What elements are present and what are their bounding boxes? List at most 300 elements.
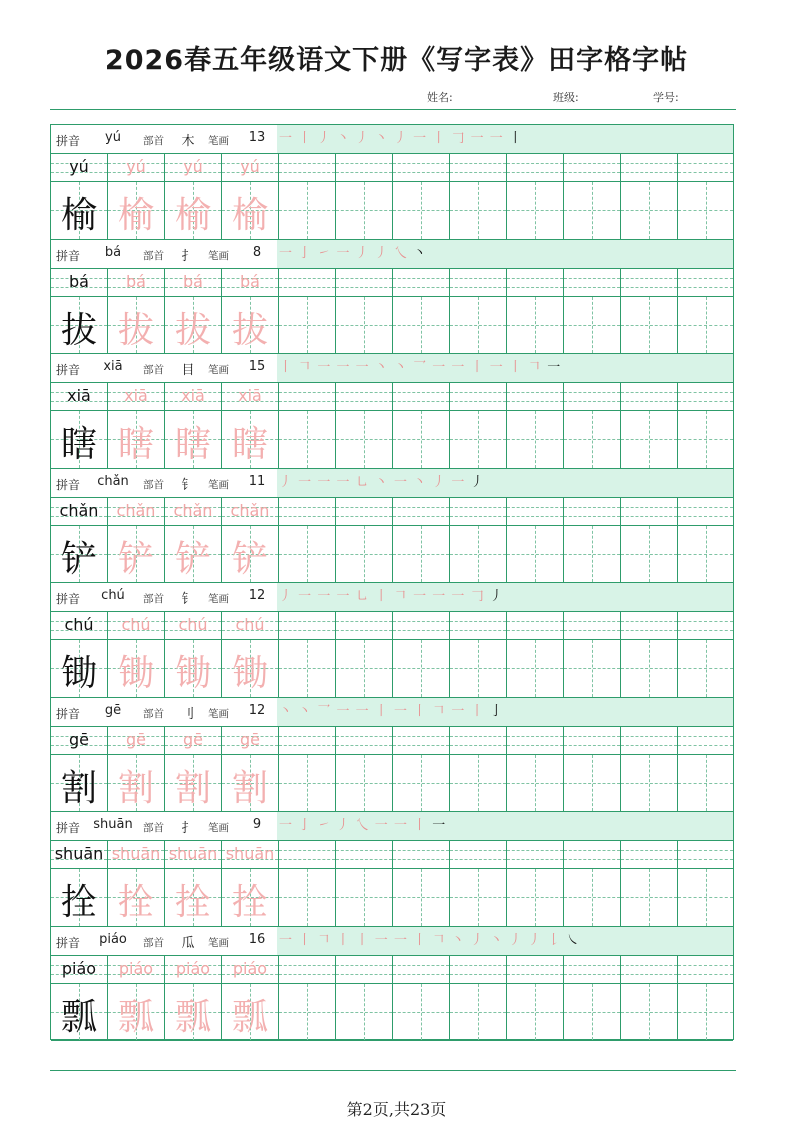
char-entry [51,240,733,355]
char-cell[interactable] [336,755,393,812]
pinyin-cell[interactable] [108,383,165,410]
stroke-step: 一 [470,131,485,146]
char-cell[interactable] [393,182,450,239]
stroke-order [279,700,731,724]
pinyin-cell[interactable] [336,154,393,181]
char-cell[interactable] [336,411,393,468]
char-cell[interactable] [621,640,678,697]
char-cell[interactable] [450,984,507,1041]
pinyin-cell[interactable] [621,956,678,983]
char-cell[interactable] [564,640,621,697]
pinyin-cell[interactable] [678,269,733,296]
char-cell[interactable] [678,411,733,468]
char-cell[interactable] [564,411,621,468]
pinyin-cell[interactable] [108,154,165,181]
stroke-step: 丿 [317,131,332,146]
model-character: 拴 [60,882,97,923]
char-cell[interactable] [564,297,621,354]
pinyin-cell[interactable] [165,727,222,754]
pinyin-practice-row [51,498,733,526]
char-cell[interactable] [564,755,621,812]
model-character: 拔 [60,309,97,351]
radical-label: 部首 [143,249,164,262]
char-cell[interactable] [165,297,222,354]
pinyin-cell[interactable] [279,498,336,525]
stroke-step: 亅 [298,245,313,261]
char-cell[interactable] [621,869,678,926]
radical-label: 部首 [143,135,164,147]
char-cell[interactable] [108,297,165,354]
char-cell[interactable] [279,984,336,1041]
char-cell[interactable] [108,755,165,812]
stroke-step: 一 [355,703,370,719]
pinyin-cell[interactable] [51,154,108,181]
pinyin-cell[interactable] [51,841,108,868]
char-cell[interactable] [108,411,165,468]
info-pinyin: chǎn [97,473,129,489]
char-entry [51,927,733,1042]
trace-character: 瞎 [117,424,154,465]
entry-info-row [51,927,733,956]
model-pinyin: yú [69,157,89,176]
pinyin-cell[interactable] [336,956,393,983]
pinyin-cell[interactable] [108,269,165,296]
trace-pinyin: piáo [175,958,211,978]
trace-pinyin: shuān [111,844,161,863]
stroke-step: 丿 [470,932,485,948]
char-cell[interactable] [51,984,108,1041]
char-cell[interactable] [51,755,108,812]
pinyin-cell[interactable] [678,956,733,983]
pinyin-cell[interactable] [621,154,678,181]
char-practice-row [51,182,733,240]
stroke-step: 一 [317,589,332,604]
pinyin-cell[interactable] [222,727,279,754]
pinyin-cell[interactable] [336,383,393,410]
pinyin-cell[interactable] [678,498,733,525]
pinyin-cell[interactable] [393,269,450,296]
char-entry [51,125,733,240]
pinyin-cell[interactable] [279,956,336,983]
stroke-step: 丶 [279,703,294,719]
pinyin-cell[interactable] [678,383,733,410]
stroke-count-label: 笔画 [208,249,229,262]
char-cell[interactable] [450,640,507,697]
trace-pinyin: gē [126,729,146,749]
student-id-label: 学号: [653,91,679,104]
pinyin-cell[interactable] [450,269,507,296]
pinyin-cell[interactable] [108,727,165,754]
pinyin-cell[interactable] [393,612,450,639]
pinyin-cell[interactable] [51,612,108,639]
pinyin-cell[interactable] [621,498,678,525]
pinyin-cell[interactable] [564,269,621,296]
trace-pinyin: yú [126,157,146,176]
char-cell[interactable] [621,297,678,354]
trace-character: 锄 [117,653,154,694]
pinyin-cell[interactable] [108,612,165,639]
page-footer: 第2页,共23页 [346,1100,447,1119]
pinyin-cell[interactable] [450,383,507,410]
pinyin-practice-row [51,269,733,297]
pinyin-cell[interactable] [165,612,222,639]
pinyin-cell[interactable] [222,154,279,181]
char-cell[interactable] [51,411,108,468]
char-practice-row [51,869,733,927]
entry-info-row [51,354,733,383]
pinyin-cell[interactable] [564,383,621,410]
stroke-step: ㇟ [355,474,370,490]
student-info-fields [0,89,793,103]
pinyin-practice-row [51,841,733,869]
stroke-step: 丨 [413,818,428,833]
char-cell[interactable] [393,869,450,926]
pinyin-cell[interactable] [279,154,336,181]
pinyin-cell[interactable] [393,498,450,525]
stroke-step: 丿 [355,131,370,146]
stroke-step: 丿 [336,818,351,833]
pinyin-cell[interactable] [165,956,222,983]
char-cell[interactable] [450,411,507,468]
pinyin-cell[interactable] [51,269,108,296]
char-cell[interactable] [678,526,733,583]
char-cell[interactable] [222,297,279,354]
pinyin-cell[interactable] [165,498,222,525]
pinyin-cell[interactable] [507,154,564,181]
char-cell[interactable] [678,755,733,812]
stroke-step: 一 [432,818,447,833]
char-cell[interactable] [678,640,733,697]
char-cell[interactable] [450,869,507,926]
pinyin-cell[interactable] [621,269,678,296]
pinyin-cell[interactable] [564,841,621,868]
stroke-count-label: 笔画 [208,936,229,949]
stroke-step: 丶 [336,131,351,146]
stroke-step: 一 [298,589,313,604]
char-cell[interactable] [393,297,450,354]
char-cell[interactable] [279,411,336,468]
char-cell[interactable] [621,984,678,1041]
pinyin-cell[interactable] [222,956,279,983]
trace-character: 拔 [174,309,211,351]
pinyin-cell[interactable] [564,154,621,181]
char-cell[interactable] [165,984,222,1041]
stroke-step: 丨 [413,703,428,719]
stroke-count-label: 笔画 [208,478,229,491]
char-cell[interactable] [108,869,165,926]
char-cell[interactable] [336,526,393,583]
char-cell[interactable] [51,526,108,583]
pinyin-cell[interactable] [51,383,108,410]
pinyin-cell[interactable] [621,612,678,639]
pinyin-cell[interactable] [507,956,564,983]
pinyin-cell[interactable] [279,269,336,296]
char-cell[interactable] [621,182,678,239]
pinyin-cell[interactable] [393,383,450,410]
char-cell[interactable] [507,640,564,697]
char-cell[interactable] [222,411,279,468]
stroke-count-value: 15 [248,359,266,374]
char-cell[interactable] [450,182,507,239]
stroke-step: 𠃌 [470,589,485,604]
char-cell[interactable] [165,755,222,812]
char-cell[interactable] [51,182,108,239]
model-character: 瞎 [60,424,97,465]
char-practice-row [51,640,733,698]
char-cell[interactable] [165,869,222,926]
char-cell[interactable] [507,755,564,812]
pinyin-label: 拼音 [56,935,81,950]
pinyin-cell[interactable] [222,498,279,525]
stroke-step: 一 [279,131,294,146]
stroke-step: 丿 [508,932,523,948]
model-character: 割 [60,767,97,809]
pinyin-cell[interactable] [108,498,165,525]
trace-pinyin: piáo [232,958,268,978]
info-pinyin: chú [101,588,125,603]
char-cell[interactable] [621,411,678,468]
char-entry [51,354,733,469]
char-cell[interactable] [507,182,564,239]
trace-character: 榆 [174,195,211,236]
pinyin-cell[interactable] [279,383,336,410]
pinyin-cell[interactable] [336,841,393,868]
char-cell[interactable] [165,640,222,697]
char-cell[interactable] [279,640,336,697]
pinyin-cell[interactable] [222,269,279,296]
char-cell[interactable] [507,411,564,468]
pinyin-cell[interactable] [393,727,450,754]
char-cell[interactable] [564,869,621,926]
pinyin-cell[interactable] [279,612,336,639]
char-cell[interactable] [108,640,165,697]
info-pinyin: piáo [99,931,127,947]
pinyin-cell[interactable] [222,383,279,410]
stroke-step: ㇟ [355,589,370,604]
pinyin-label: 拼音 [56,477,81,492]
char-cell[interactable] [564,182,621,239]
model-character: 锄 [60,653,97,694]
radical-label: 部首 [143,478,164,491]
char-cell[interactable] [450,297,507,354]
trace-character: 拔 [231,309,268,351]
char-cell[interactable] [621,526,678,583]
stroke-count-value: 12 [248,702,266,718]
pinyin-cell[interactable] [507,612,564,639]
char-cell[interactable] [393,755,450,812]
char-cell[interactable] [336,869,393,926]
char-cell[interactable] [450,526,507,583]
char-cell[interactable] [279,869,336,926]
char-cell[interactable] [108,984,165,1041]
char-cell[interactable] [279,755,336,812]
pinyin-cell[interactable] [564,498,621,525]
stroke-count-label: 笔画 [208,707,229,720]
stroke-step: ㇀ [317,245,332,261]
char-cell[interactable] [393,526,450,583]
pinyin-cell[interactable] [165,154,222,181]
trace-character: 铲 [174,538,211,580]
pinyin-cell[interactable] [222,841,279,868]
char-cell[interactable] [222,984,279,1041]
pinyin-cell[interactable] [450,956,507,983]
trace-pinyin: bá [240,271,260,291]
char-cell[interactable] [621,755,678,812]
pinyin-cell[interactable] [450,612,507,639]
char-cell[interactable] [678,984,733,1041]
model-pinyin: shuān [54,844,104,863]
pinyin-cell[interactable] [507,498,564,525]
stroke-step: 𠃍 [317,932,332,948]
char-cell[interactable] [507,297,564,354]
char-cell[interactable] [108,526,165,583]
char-practice-row [51,984,733,1042]
pinyin-cell[interactable] [450,498,507,525]
stroke-step: 一 [336,474,351,490]
pinyin-cell[interactable] [507,383,564,410]
char-cell[interactable] [108,182,165,239]
stroke-step: 丶 [413,474,428,490]
stroke-step: 一 [451,589,466,604]
pinyin-cell[interactable] [336,498,393,525]
stroke-step: 一 [279,245,294,261]
char-cell[interactable] [507,984,564,1041]
pinyin-cell[interactable] [621,727,678,754]
entry-info-row [51,812,733,841]
pinyin-cell[interactable] [507,269,564,296]
radical-label: 部首 [143,822,164,834]
char-cell[interactable] [336,297,393,354]
pinyin-cell[interactable] [279,841,336,868]
char-cell[interactable] [51,869,108,926]
pinyin-cell[interactable] [165,841,222,868]
char-cell[interactable] [507,526,564,583]
char-cell[interactable] [564,984,621,1041]
char-cell[interactable] [279,182,336,239]
char-cell[interactable] [222,869,279,926]
pinyin-cell[interactable] [621,383,678,410]
radical-value: 钅 [181,477,195,493]
trace-pinyin: bá [126,271,146,291]
stroke-step: 一 [489,131,504,146]
char-cell[interactable] [222,526,279,583]
stroke-count-label: 笔画 [208,822,229,834]
stroke-count-value: 13 [248,130,266,145]
stroke-step: 亅 [489,703,504,719]
stroke-order [279,929,731,953]
char-entry [51,583,733,698]
char-cell[interactable] [51,297,108,354]
char-cell[interactable] [393,640,450,697]
char-cell[interactable] [450,755,507,812]
pinyin-cell[interactable] [678,612,733,639]
stroke-step: 一 [374,818,389,833]
pinyin-cell[interactable] [336,612,393,639]
pinyin-cell[interactable] [507,727,564,754]
trace-pinyin: chú [121,615,151,634]
stroke-step: 一 [393,818,408,833]
stroke-order [279,127,731,151]
char-cell[interactable] [336,984,393,1041]
char-cell[interactable] [279,297,336,354]
pinyin-cell[interactable] [336,727,393,754]
trace-pinyin: xiā [238,386,262,405]
footer-rule [50,1070,736,1071]
char-cell[interactable] [336,182,393,239]
char-cell[interactable] [678,182,733,239]
pinyin-cell[interactable] [564,727,621,754]
stroke-count-value: 12 [248,588,266,603]
pinyin-practice-row [51,612,733,640]
char-cell[interactable] [165,411,222,468]
stroke-step: 丿 [374,245,389,261]
char-cell[interactable] [507,869,564,926]
pinyin-cell[interactable] [108,956,165,983]
pinyin-cell[interactable] [222,612,279,639]
page-title: 2026春五年级语文下册《写字表》田字格字帖 [104,45,689,76]
char-cell[interactable] [678,869,733,926]
pinyin-cell[interactable] [51,956,108,983]
char-cell[interactable] [678,297,733,354]
stroke-step: 丨 [298,932,313,948]
pinyin-cell[interactable] [621,841,678,868]
pinyin-cell[interactable] [393,154,450,181]
pinyin-cell[interactable] [336,269,393,296]
pinyin-cell[interactable] [393,841,450,868]
model-pinyin: piáo [61,958,97,978]
pinyin-cell[interactable] [678,154,733,181]
pinyin-cell[interactable] [450,841,507,868]
char-cell[interactable] [51,640,108,697]
char-cell[interactable] [564,526,621,583]
char-practice-row [51,526,733,584]
pinyin-cell[interactable] [678,841,733,868]
pinyin-cell[interactable] [108,841,165,868]
pinyin-cell[interactable] [678,727,733,754]
entry-info-row [51,240,733,269]
char-cell[interactable] [393,411,450,468]
char-cell[interactable] [336,640,393,697]
char-cell[interactable] [393,984,450,1041]
stroke-step: 丶 [374,360,389,375]
char-cell[interactable] [222,755,279,812]
pinyin-cell[interactable] [393,956,450,983]
char-cell[interactable] [222,182,279,239]
pinyin-cell[interactable] [450,154,507,181]
char-cell[interactable] [279,526,336,583]
stroke-step: 丨 [374,589,389,604]
stroke-step: 亅 [298,818,313,833]
stroke-step: 一 [336,703,351,719]
pinyin-cell[interactable] [165,383,222,410]
pinyin-cell[interactable] [279,727,336,754]
char-cell[interactable] [165,526,222,583]
pinyin-cell[interactable] [564,956,621,983]
pinyin-cell[interactable] [564,612,621,639]
model-pinyin: chǎn [59,500,99,520]
pinyin-cell[interactable] [51,727,108,754]
trace-pinyin: xiā [181,386,205,405]
pinyin-cell[interactable] [450,727,507,754]
pinyin-cell[interactable] [507,841,564,868]
trace-pinyin: xiā [124,386,148,405]
pinyin-cell[interactable] [51,498,108,525]
char-cell[interactable] [165,182,222,239]
pinyin-cell[interactable] [165,269,222,296]
stroke-step: 一 [336,589,351,604]
char-cell[interactable] [222,640,279,697]
stroke-step: 乀 [355,818,370,833]
